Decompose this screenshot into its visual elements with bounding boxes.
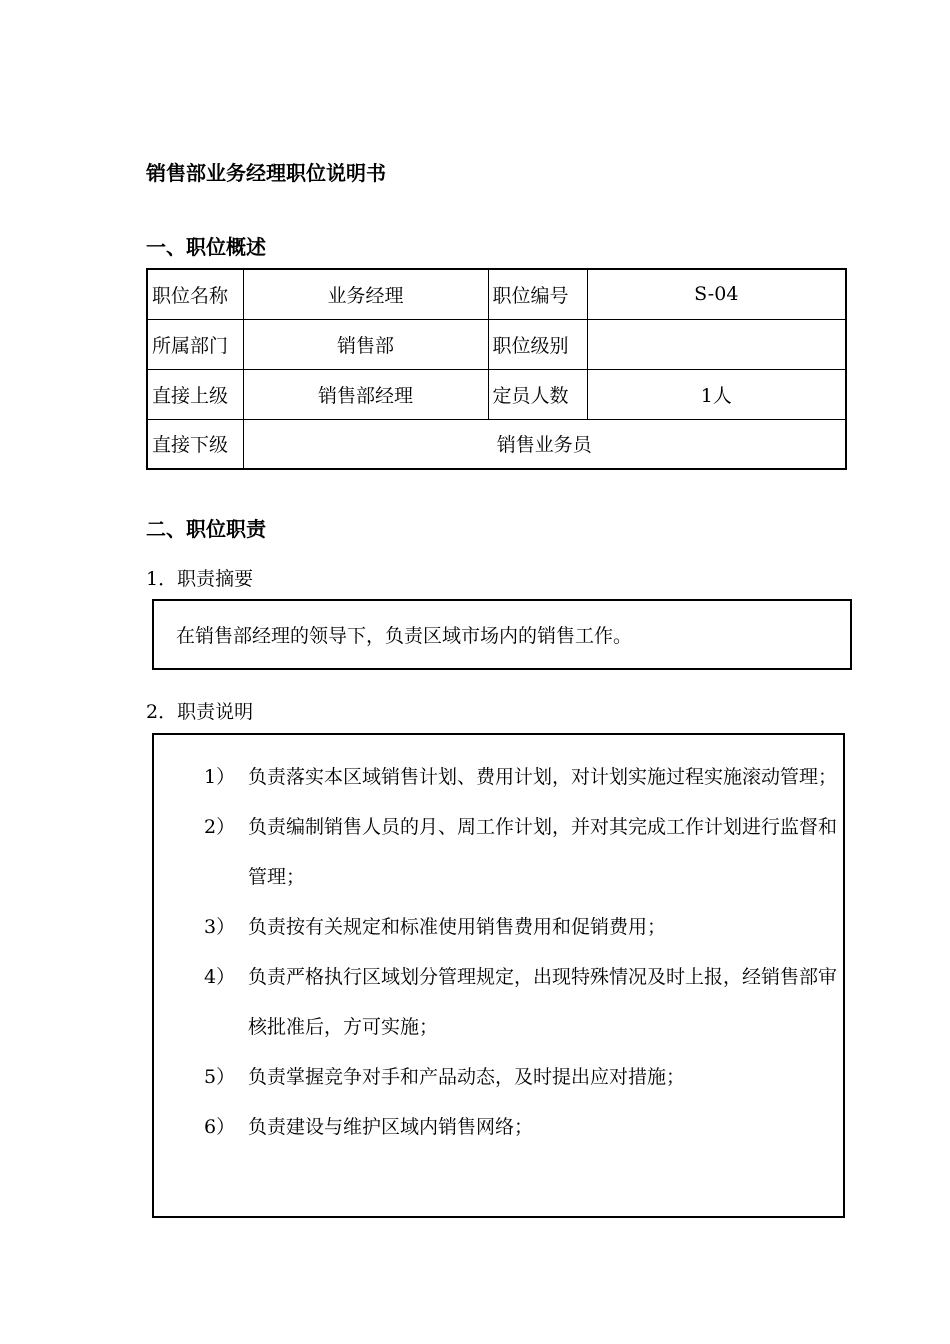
list-item-text: 负责落实本区域销售计划、费用计划，对计划实施过程实施滚动管理； (248, 766, 838, 788)
list-item-number: 6） (204, 1116, 236, 1138)
position-overview-table (146, 268, 847, 470)
list-item (154, 752, 843, 802)
subheading-duty-summary: 1．职责摘要 (146, 568, 254, 590)
list-item (154, 802, 843, 902)
duty-description-box (152, 733, 845, 1218)
duty-summary-text: 在销售部经理的领导下，负责区域市场内的销售工作。 (176, 625, 633, 647)
document-title: 销售部业务经理职位说明书 (146, 161, 386, 185)
subheading-duty-description: 2．职责说明 (146, 701, 254, 723)
table-row (147, 419, 846, 469)
cell-value-position-level (587, 319, 846, 369)
cell-label-department: 所属部门 (147, 319, 243, 369)
table-row (147, 369, 846, 419)
list-item (154, 902, 843, 952)
list-item (154, 952, 843, 1052)
list-item-number: 2） (204, 816, 236, 838)
cell-value-position-code: S-04 (587, 269, 846, 319)
cell-value-position-name: 业务经理 (243, 269, 488, 319)
list-item-text: 负责严格执行区域划分管理规定，出现特殊情况及时上报，经销售部审核批准后，方可实施； (248, 966, 838, 1038)
list-item-text: 负责建设与维护区域内销售网络； (248, 1116, 534, 1138)
duty-summary-box (152, 599, 852, 670)
list-item-number: 3） (204, 916, 236, 938)
cell-value-department: 销售部 (243, 319, 488, 369)
list-item-number: 1） (204, 766, 236, 788)
cell-label-direct-subordinate: 直接下级 (147, 419, 243, 469)
list-item-number: 4） (204, 966, 236, 988)
list-item (154, 1052, 843, 1102)
cell-value-headcount: 1人 (587, 369, 846, 419)
cell-label-position-code: 职位编号 (488, 269, 587, 319)
list-item-number: 5） (204, 1066, 236, 1088)
cell-label-direct-superior: 直接上级 (147, 369, 243, 419)
list-item-text: 负责掌握竞争对手和产品动态，及时提出应对措施； (248, 1066, 686, 1088)
cell-label-position-level: 职位级别 (488, 319, 587, 369)
list-item-text: 负责按有关规定和标准使用销售费用和促销费用； (248, 916, 667, 938)
cell-value-direct-superior: 销售部经理 (243, 369, 488, 419)
duty-list (154, 752, 843, 1152)
table-row (147, 269, 846, 319)
cell-label-position-name: 职位名称 (147, 269, 243, 319)
table-row (147, 319, 846, 369)
list-item-text: 负责编制销售人员的月、周工作计划，并对其完成工作计划进行监督和管理； (248, 816, 838, 888)
section-heading-overview: 一、职位概述 (146, 235, 266, 259)
list-item (154, 1102, 843, 1152)
cell-label-headcount: 定员人数 (488, 369, 587, 419)
section-heading-duties: 二、职位职责 (146, 517, 266, 541)
cell-value-direct-subordinate: 销售业务员 (243, 419, 846, 469)
